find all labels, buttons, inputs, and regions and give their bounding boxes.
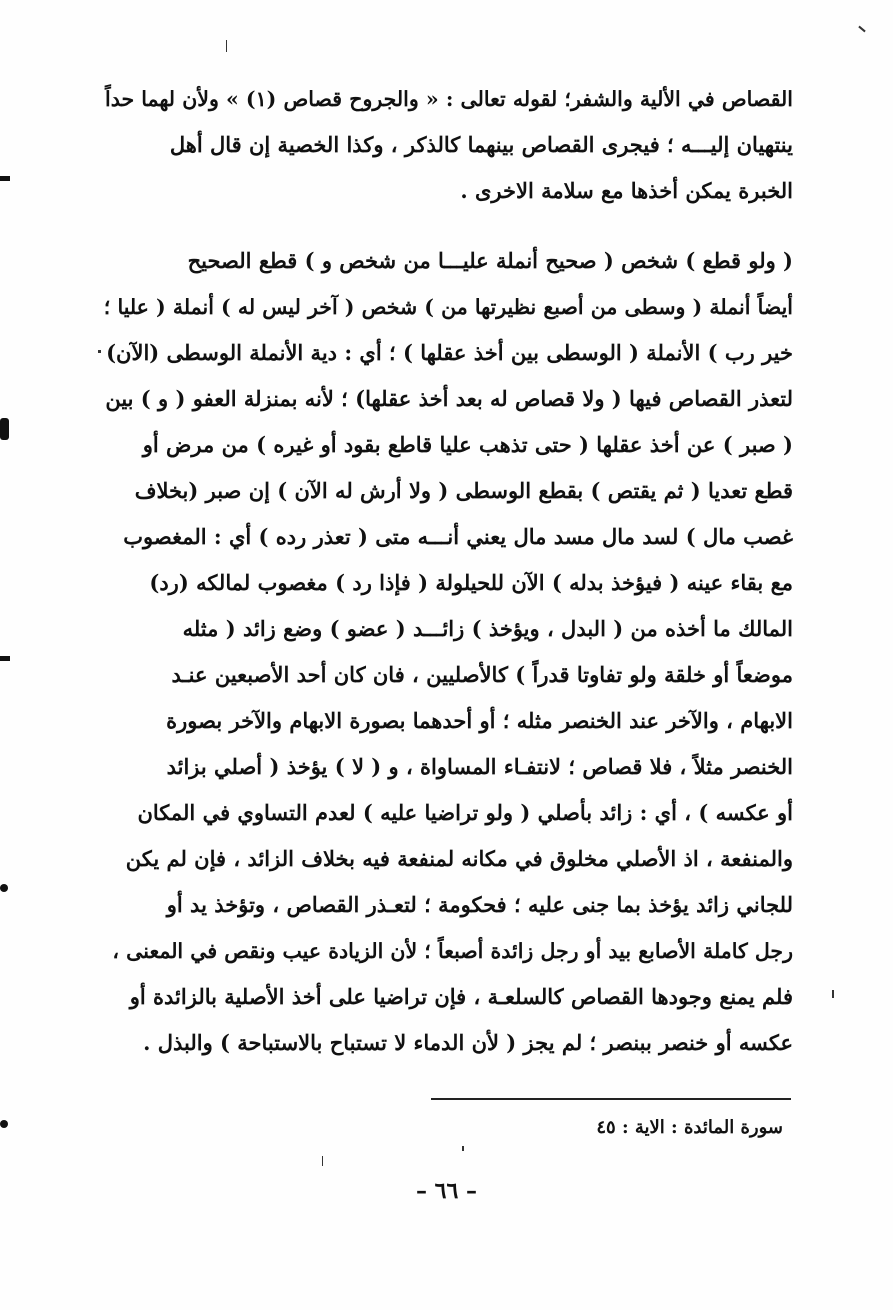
footnote: سورة المائدة : الاية : ٤٥ [596, 1117, 783, 1138]
paragraph-2 [103, 238, 793, 1066]
text-line: القصاص في الألية والشفر؛ لقوله تعالى : « والجروح قصاص (١) » ولأن لهما حداً [105, 87, 793, 111]
text-line: موضعاً أو خلقة ولو تفاوتا قدراً ) كالأصليين ، فان كان أحد الأصبعين عنـد [171, 662, 793, 687]
scan-edge-mark [0, 656, 10, 661]
footnote-divider [431, 1098, 791, 1100]
text-line: ( ولو قطع ) شخص ( صحيح أنملة عليـــا من شخص و ) قطع الصحيح [187, 248, 793, 273]
text-line: رجل كاملة الأصابع بيد أو رجل زائدة أصبعاً ؛ لأن الزيادة عيب ونقص في المعنى ، [112, 939, 793, 963]
scan-edge-mark [0, 176, 10, 181]
text-line: الخبرة يمكن أخذها مع سلامة الاخرى . [460, 178, 793, 203]
scan-speck [226, 40, 227, 52]
text-line: خير رب ) الأنملة ( الوسطى بين أخذ عقلها ) ؛ أي : دية الأنملة الوسطى (الآن) [106, 340, 793, 365]
text-line: ينتهيان إليـــه ؛ فيجرى القصاص بينهما كالذكر ، وكذا الخصية إن قال أهل [169, 132, 793, 157]
scan-speck [322, 1156, 323, 1166]
paragraph-1 [103, 76, 793, 214]
text-line: مع بقاء عينه ( فيؤخذ بدله ) الآن للحيلولة ( فإذا رد ) مغصوب لمالكه (رد) [149, 570, 793, 595]
text-line: أيضاً أنملة ( وسطى من أصبع نظيرتها من ) شخص ( آخر ليس له ) أنملة ( عليا ؛ [103, 295, 793, 319]
scan-edge-mark [0, 418, 9, 440]
scan-speck [462, 1146, 464, 1151]
text-line: قطع تعديا ( ثم يقتص ) بقطع الوسطى ( ولا أرش له الآن ) إن صبر (بخلاف [134, 478, 793, 503]
text-line: عكسه أو خنصر ببنصر ؛ لم يجز ( لأن الدماء لا تستباح بالاستباحة ) والبذل . [143, 1030, 793, 1055]
text-line: المالك ما أخذه من ( البدل ، ويؤخذ ) زائـــد ( عضو ) وضع زائد ( مثله [182, 616, 793, 641]
text-line: غصب مال ) لسد مال مسد مال يعني أنـــه متى ( تعذر رده ) أي : المغصوب [123, 524, 793, 549]
scan-speck [832, 990, 834, 998]
text-line: والمنفعة ، اذ الأصلي مخلوق في مكانه لمنفعة فيه بخلاف الزائد ، فإن لم يكن [125, 846, 793, 871]
page-number: – ٦٦ – [416, 1178, 477, 1204]
text-line: ( صبر ) عن أخذ عقلها ( حتى تذهب عليا قاطع بقود أو غيره ) من مرض أو [142, 432, 793, 457]
text-line: للجاني زائد يؤخذ بما جنى عليه ؛ فحكومة ؛ لتعـذر القصاص ، وتؤخذ يد أو [166, 892, 793, 917]
text-line: فلم يمنع وجودها القصاص كالسلعـة ، فإن تراضيا على أخذ الأصلية بالزائدة أو [129, 984, 793, 1009]
text-line: الخنصر مثلاً ، فلا قصاص ؛ لانتفـاء المساواة ، و ( لا ) يؤخذ ( أصلي بزائد [166, 754, 793, 779]
scan-edge-mark [0, 1120, 8, 1128]
text-line: الابهام ، والآخر عند الخنصر مثله ؛ أو أحدهما بصورة الابهام والآخر بصورة [166, 708, 793, 733]
scan-edge-mark [0, 884, 8, 892]
text-line: لتعذر القصاص فيها ( ولا قصاص له بعد أخذ عقلها) ؛ لأنه بمنزلة العفو ( و ) بين [105, 386, 793, 411]
text-line: أو عكسه ) ، أي : زائد بأصلي ( ولو تراضيا عليه ) لعدم التساوي في المكان [137, 800, 793, 825]
scan-speck [858, 26, 865, 33]
scan-speck [98, 350, 101, 353]
